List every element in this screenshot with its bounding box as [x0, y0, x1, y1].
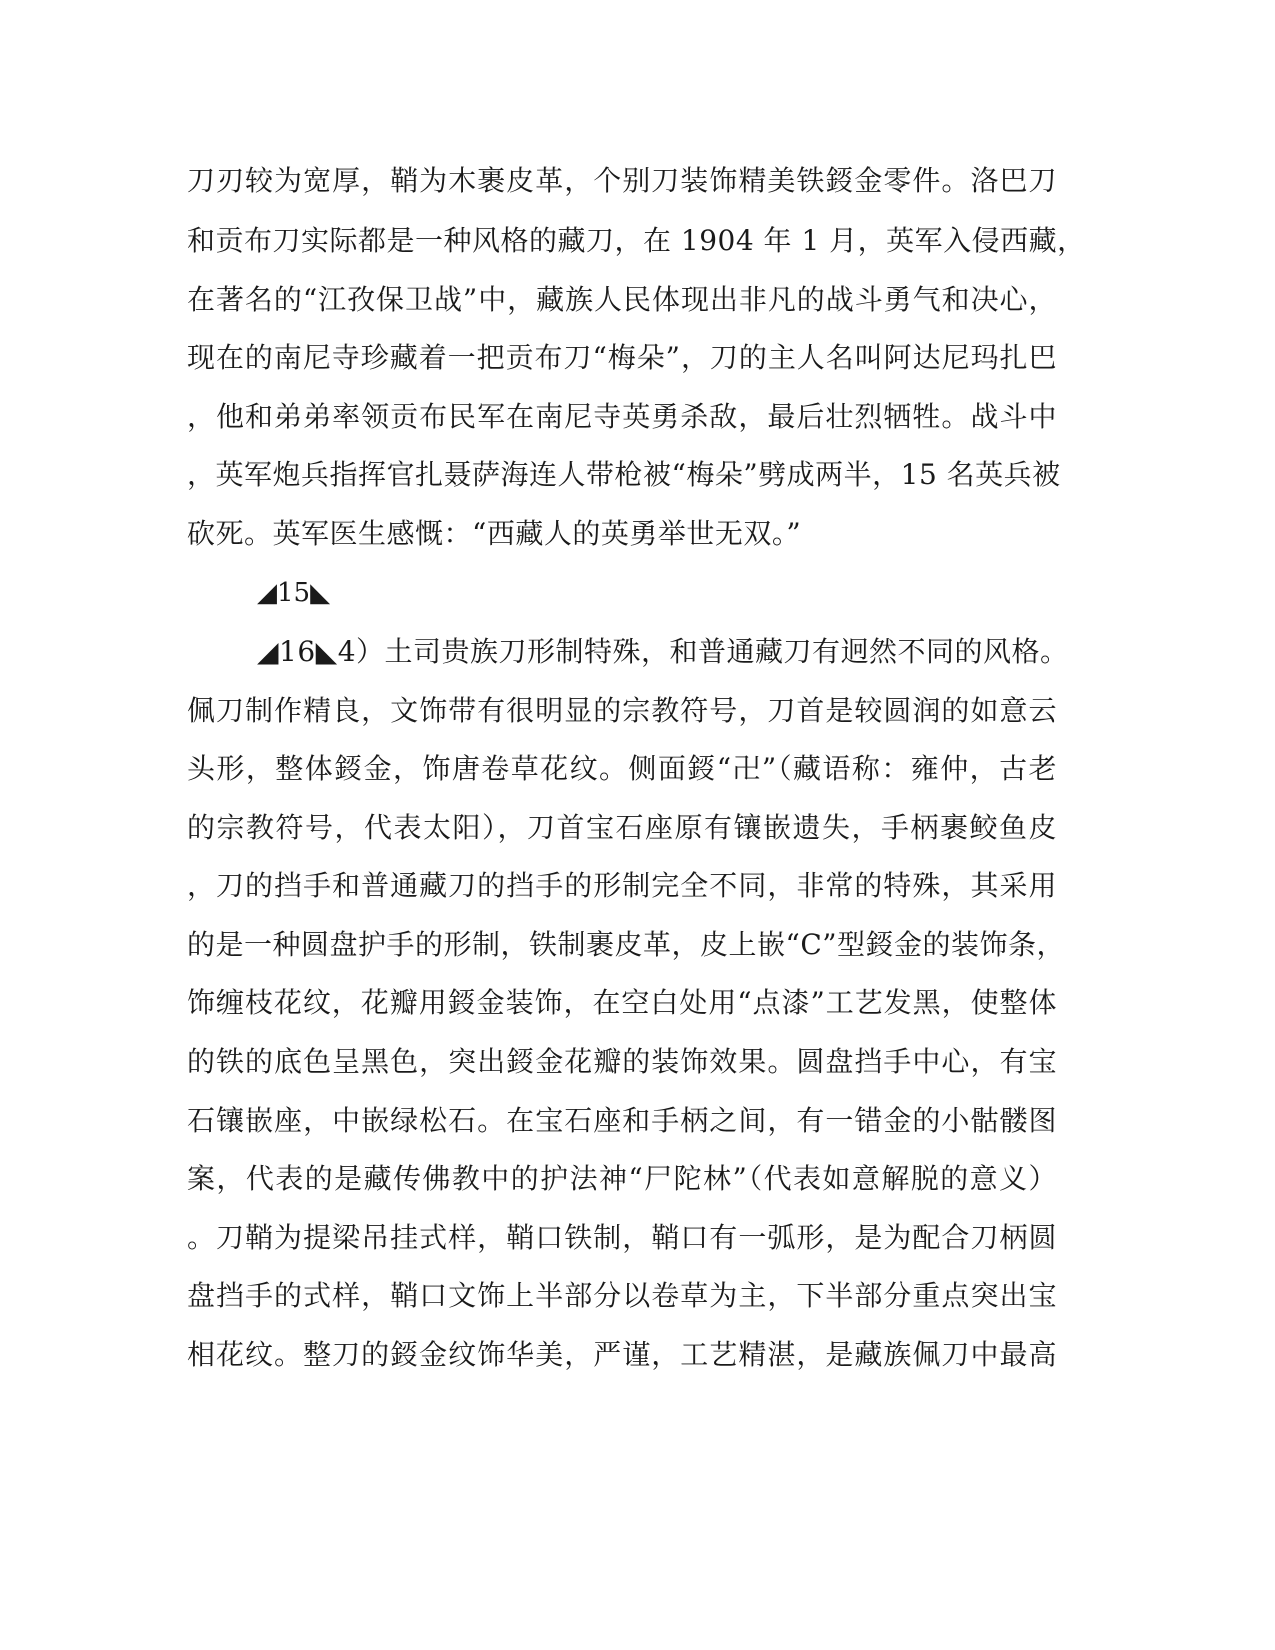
text-line: ，他和弟弟率领贡布民军在南尼寺英勇杀敌，最后壮烈牺牲。战斗中 [187, 400, 1057, 433]
text-line: 饰缠枝花纹，花瓣用鋄金装饰，在空白处用“点漆”工艺发黑，使整体 [187, 986, 1057, 1019]
text-line: 盘挡手的式样，鞘口文饰上半部分以卷草为主，下半部分重点突出宝 [187, 1279, 1057, 1312]
page-marker: ◢15◣ [257, 578, 331, 608]
text-line: 和贡布刀实际都是一种风格的藏刀，在 1904 年 1 月，英军入侵西藏， [187, 224, 1086, 257]
text-line: 石镶嵌座，中嵌绿松石。在宝石座和手柄之间，有一错金的小骷髅图 [187, 1104, 1057, 1137]
text-line: 在著名的“江孜保卫战”中，藏族人民体现出非凡的战斗勇气和决心， [187, 283, 1057, 316]
text-line: ，英军炮兵指挥官扎聂萨海连人带枪被“梅朵”劈成两半，15 名英兵被 [187, 458, 1061, 491]
text-line: 刀刃较为宽厚，鞘为木裹皮革，个别刀装饰精美铁鋄金零件。洛巴刀 [187, 164, 1057, 197]
text-line: 的铁的底色呈黑色，突出鋄金花瓣的装饰效果。圆盘挡手中心，有宝 [187, 1045, 1057, 1078]
text-line: 砍死。英军医生感慨：“西藏人的英勇举世无双。” [187, 517, 802, 550]
text-line: 的是一种圆盘护手的形制，铁制裹皮革，皮上嵌“C”型鋄金的装饰条， [187, 928, 1066, 961]
text-line: 。刀鞘为提梁吊挂式样，鞘口铁制，鞘口有一弧形，是为配合刀柄圆 [187, 1221, 1057, 1254]
text-line: ，刀的挡手和普通藏刀的挡手的形制完全不同，非常的特殊，其采用 [187, 869, 1057, 902]
text-line: 头形，整体鋄金，饰唐卷草花纹。侧面鋄“卍”（藏语称：雍仲，古老 [187, 752, 1057, 785]
text-line: ◢16◣4）土司贵族刀形制特殊，和普通藏刀有迥然不同的风格。 [257, 635, 1069, 668]
text-line: 佩刀制作精良，文饰带有很明显的宗教符号，刀首是较圆润的如意云 [187, 694, 1057, 727]
text-line: 相花纹。整刀的鋄金纹饰华美，严谨，工艺精湛，是藏族佩刀中最高 [187, 1338, 1057, 1371]
text-line: 案，代表的是藏传佛教中的护法神“尸陀林”（代表如意解脱的意义） [187, 1162, 1057, 1195]
text-line: 的宗教符号，代表太阳），刀首宝石座原有镶嵌遗失，手柄裹鲛鱼皮 [187, 811, 1057, 844]
text-line: 现在的南尼寺珍藏着一把贡布刀“梅朵”，刀的主人名叫阿达尼玛扎巴 [187, 341, 1057, 374]
